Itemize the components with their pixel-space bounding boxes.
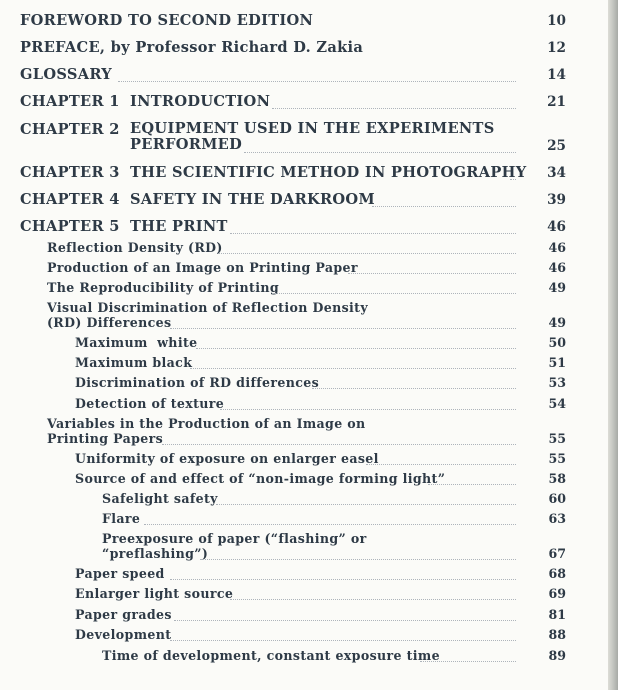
toc-subentry — [0, 471, 608, 489]
leader-dots — [230, 599, 516, 600]
toc-entry — [0, 191, 608, 211]
toc-entry-label: Visual Discrimination of Reflection Density (RD) Differences — [47, 300, 369, 330]
toc-entry-page: 55 — [548, 431, 566, 446]
toc-subentry — [0, 511, 608, 529]
toc-entry-page: 68 — [548, 566, 566, 581]
leader-dots — [244, 152, 516, 153]
leader-dots — [312, 388, 516, 389]
toc-chapter-number: CHAPTER 3 — [20, 164, 120, 181]
toc-entry — [0, 164, 608, 184]
toc-subentry — [0, 491, 608, 509]
leader-dots — [420, 661, 516, 662]
toc-entry-label: Source of and effect of “non-image forming light” — [75, 471, 446, 486]
toc-entry — [0, 39, 608, 59]
toc-entry — [0, 12, 608, 32]
toc-entry-page: 46 — [548, 260, 566, 275]
leader-dots — [162, 444, 516, 445]
toc-entry-page: 81 — [548, 607, 566, 622]
leader-dots — [372, 206, 516, 207]
toc-entry-page: 10 — [547, 13, 566, 29]
toc-entry-page: 25 — [547, 138, 566, 154]
toc-subentry — [0, 586, 608, 604]
toc-entry-label: FOREWORD TO SECOND EDITION — [20, 12, 314, 29]
leader-dots — [272, 293, 516, 294]
toc-entry-label: Paper grades — [75, 607, 172, 622]
toc-entry-page: 46 — [547, 219, 566, 235]
toc-entry-label: Production of an Image on Printing Paper — [47, 260, 358, 275]
toc-subentry — [0, 607, 608, 625]
toc-entry-page: 46 — [548, 240, 566, 255]
leader-dots — [200, 559, 516, 560]
toc-entry-page: 39 — [547, 192, 566, 208]
toc-entry-page: 89 — [548, 648, 566, 663]
leader-dots — [196, 348, 516, 349]
toc-subentry — [0, 335, 608, 353]
toc-entry-label: INTRODUCTION — [130, 93, 271, 110]
toc-entry-label: Discrimination of RD differences — [75, 375, 320, 390]
leader-dots — [230, 233, 516, 234]
toc-subentry — [0, 375, 608, 393]
page-edge — [608, 0, 618, 690]
toc-entry-label: THE SCIENTIFIC METHOD IN PHOTOGRAPHY — [130, 164, 527, 181]
toc-entry-page: 60 — [548, 491, 566, 506]
leader-dots — [144, 524, 516, 525]
toc-entry-label: Uniformity of exposure on enlarger easel — [75, 451, 379, 466]
leader-dots — [170, 640, 516, 641]
toc-entry-label: GLOSSARY — [20, 66, 113, 83]
toc-entry-label: Safelight safety — [102, 491, 218, 506]
toc-entry-label: THE PRINT — [130, 218, 228, 235]
toc-entry-label: Development — [75, 627, 172, 642]
toc-entry-page: 21 — [547, 94, 566, 110]
toc-entry-page: 55 — [548, 451, 566, 466]
toc-entry-page: 69 — [548, 586, 566, 601]
toc-subentry — [0, 260, 608, 278]
toc-subentry — [0, 566, 608, 584]
toc-subentry — [0, 531, 608, 565]
toc-entry-label: Detection of texture — [75, 396, 225, 411]
toc-chapter-number: CHAPTER 2 — [20, 121, 120, 138]
toc-entry-page: 58 — [548, 471, 566, 486]
toc-entry-page: 88 — [548, 627, 566, 642]
toc-subentry — [0, 648, 608, 666]
leader-dots — [216, 504, 516, 505]
leader-dots — [348, 273, 516, 274]
leader-dots — [428, 484, 516, 485]
toc-entry-label: Flare — [102, 511, 141, 526]
toc-subentry — [0, 355, 608, 373]
toc-subentry — [0, 627, 608, 645]
toc-entry-page: 63 — [548, 511, 566, 526]
toc-entry-label: SAFETY IN THE DARKROOM — [130, 191, 375, 208]
toc-entry-label: Paper speed — [75, 566, 165, 581]
toc-entry — [0, 218, 608, 238]
toc-chapter-number: CHAPTER 1 — [20, 93, 120, 110]
toc-entry-page: 67 — [548, 546, 566, 561]
toc-entry-page: 34 — [547, 165, 566, 181]
leader-dots — [118, 81, 516, 82]
toc-subentry — [0, 240, 608, 258]
toc-chapter-number: CHAPTER 4 — [20, 191, 120, 208]
toc-entry-page: 53 — [548, 375, 566, 390]
toc-entry-label: Maximum white — [75, 335, 198, 350]
toc-entry-page: 54 — [548, 396, 566, 411]
toc-entry-label: EQUIPMENT USED IN THE EXPERIMENTS PERFORMED — [130, 120, 495, 153]
toc-subentry — [0, 280, 608, 298]
toc-entry-page: 49 — [548, 280, 566, 295]
leader-dots — [190, 368, 516, 369]
toc-subentry — [0, 396, 608, 414]
toc-chapter-number: CHAPTER 5 — [20, 218, 120, 235]
toc-entry — [0, 66, 608, 86]
leader-dots — [220, 409, 516, 410]
toc-entry-page: 49 — [548, 315, 566, 330]
toc-subentry — [0, 416, 608, 450]
leader-dots — [174, 620, 516, 621]
toc-entry-label: Enlarger light source — [75, 586, 234, 601]
toc-entry-label: Time of development, constant exposure time — [102, 648, 440, 663]
toc-entry — [0, 93, 608, 113]
toc-entry-page: 14 — [547, 67, 566, 83]
leader-dots — [218, 253, 516, 254]
toc-subentry — [0, 451, 608, 469]
toc-entry-page: 50 — [548, 335, 566, 350]
toc-entry-label: Maximum black — [75, 355, 193, 370]
leader-dots — [510, 179, 516, 180]
toc-entry-label: Preexposure of paper (“flashing” or “preflashing”) — [102, 531, 367, 561]
toc-subentry — [0, 300, 608, 334]
leader-dots — [272, 108, 516, 109]
leader-dots — [366, 464, 516, 465]
toc-entry-page: 51 — [548, 355, 566, 370]
toc-entry-label: Variables in the Production of an Image on Printing Papers — [47, 416, 366, 446]
toc-entry-page: 12 — [547, 40, 566, 56]
toc-entry-label: Reflection Density (RD) — [47, 240, 223, 255]
toc-entry — [0, 121, 608, 157]
toc-entry-label: The Reproducibility of Printing — [47, 280, 279, 295]
leader-dots — [170, 328, 516, 329]
leader-dots — [170, 579, 516, 580]
toc-entry-label: PREFACE, by Professor Richard D. Zakia — [20, 39, 364, 56]
